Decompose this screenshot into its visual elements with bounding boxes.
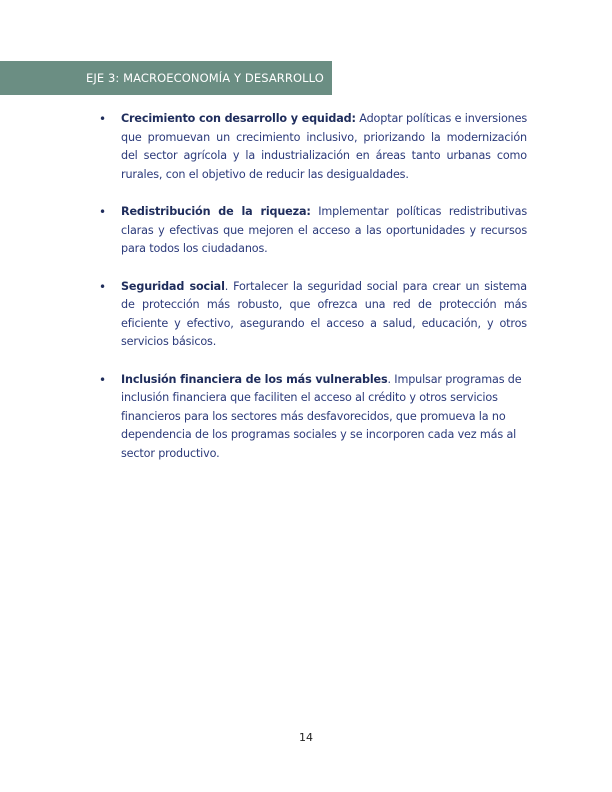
list-item-body: Adoptar políticas e inversiones que promuevan un crecimiento inclusivo, priorizando la modernización del sector agrícola y la industrialización en áreas tanto urbanas como rurales, con el objetivo de reducir las desigualdades. xyxy=(121,112,527,181)
bullet-icon: • xyxy=(99,112,107,126)
list-item xyxy=(99,371,527,464)
section-banner xyxy=(0,61,332,95)
bullet-icon: • xyxy=(99,205,107,219)
bullet-icon: • xyxy=(99,372,107,387)
list-item-body: . Impulsar programas de inclusión financiera que faciliten el acceso al crédito y otros servicios financieros para los sectores más desfavorecidos, que promueva la no dependencia de los programas sociales y se incorporen cada vez más al sector productivo. xyxy=(121,372,522,460)
list-item-body: . Fortalecer la seguridad social para crear un sistema de protección más robusto, que ofrezca una red de protección más eficiente y efectivo, asegurando el acceso a salud, educación, y otros servicios básicos. xyxy=(121,279,527,348)
list-item-body: Implementar políticas redistributivas claras y efectivas que mejoren el acceso a las oportunidades y recursos para todos los ciudadanos. xyxy=(121,205,527,255)
list-item-text xyxy=(121,203,527,259)
section-title: EJE 3: MACROECONOMÍA Y DESARROLLO xyxy=(86,71,324,85)
list-item xyxy=(99,203,527,259)
list-item xyxy=(99,278,527,352)
page-number: 14 xyxy=(299,731,313,744)
list-item-title: Inclusión financiera de los más vulnerables xyxy=(121,372,388,386)
list-item-text xyxy=(121,371,527,464)
list-item-text xyxy=(121,110,527,184)
list-item xyxy=(99,110,527,184)
list-item-text xyxy=(121,278,527,352)
bullet-icon: • xyxy=(99,279,107,294)
list-item-title: Redistribución de la riqueza: xyxy=(121,205,311,218)
list-item-title: Crecimiento con desarrollo y equidad: xyxy=(121,112,356,125)
bullet-list xyxy=(99,110,527,482)
list-item-title: Seguridad social xyxy=(121,279,225,293)
